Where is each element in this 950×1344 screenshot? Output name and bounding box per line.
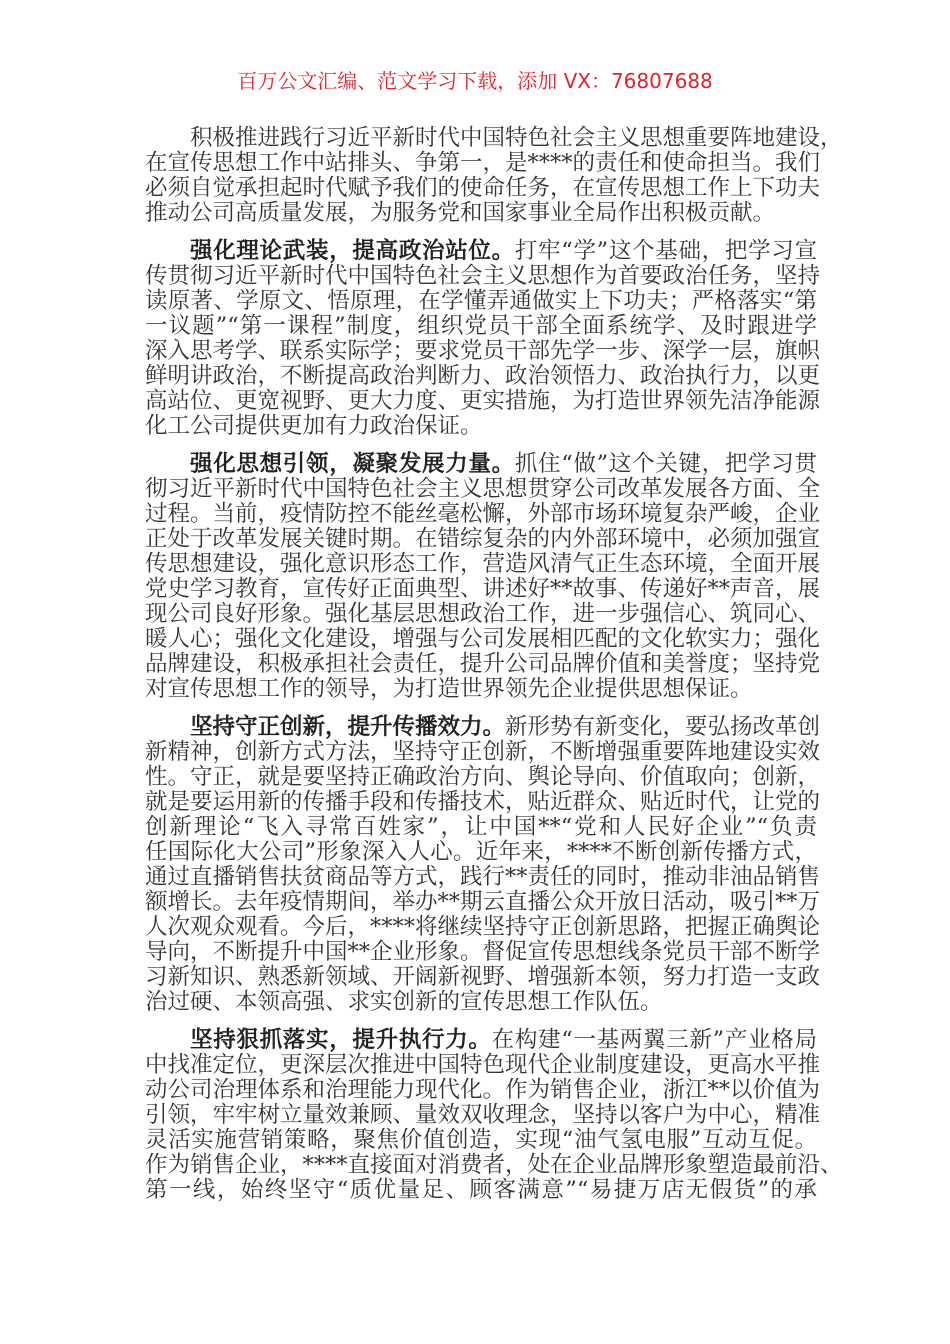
paragraph: [145, 238, 821, 439]
text-line: [145, 125, 843, 151]
paragraph-heading: 坚持守正创新，提升传播效力。: [190, 714, 506, 740]
line-text: 现公司良好形象。强化基层思想政治工作，进一步强信心、筑同心、: [145, 601, 821, 627]
text-line: [145, 1077, 821, 1103]
paragraph: [145, 451, 821, 702]
text-line: [145, 338, 821, 364]
text-line: [145, 314, 817, 339]
text-line: [145, 476, 821, 502]
text-line: [145, 201, 817, 226]
text-line: [145, 289, 817, 314]
text-line: [145, 388, 821, 414]
line-text: 引领，牢牢树立量效兼顾、量效双收理念，坚持以客户为中心，精准: [145, 1102, 821, 1128]
line-text: 人次观众观看。今后，****将继续坚持守正创新思路，把握正确舆论: [145, 914, 821, 940]
text-line: [145, 501, 821, 527]
text-line: [145, 452, 817, 477]
line-text: 在构建“一基两翼三新”产业格局: [491, 1027, 817, 1053]
paragraph-heading: 强化思想引领，凝聚发展力量。: [190, 451, 515, 477]
line-text: 动公司治理体系和治理能力现代化。作为销售企业，浙江**以价值为: [145, 1077, 821, 1103]
line-text: 党史学习教育，宣传好正面典型、讲述好**故事、传递好**声音，展: [145, 576, 821, 602]
line-text: 正处于改革发展关键时期。在错综复杂的内外部环境中，必须加强宣: [145, 526, 821, 552]
line-text: 通过直播销售扶贫商品等方式，践行**责任的同时，推动非油品销售: [145, 864, 821, 890]
text-line: [145, 764, 821, 790]
text-line: [145, 150, 821, 176]
text-line: [145, 363, 821, 389]
line-text: 灵活实施营销策略，聚焦价值创造，实现“油气氢电服”互动互促。: [145, 1127, 817, 1153]
line-text: 鲜明讲政治，不断提高政治判断力、政治领悟力、政治执行力，以更: [145, 363, 821, 389]
paragraph-heading: 强化理论武装，提高政治站位。: [190, 238, 515, 264]
watermark-header: 百万公文汇编、范文学习下载，添加 VX：76807688: [237, 69, 713, 93]
line-text: 新形势有新变化，要弘扬改革创: [505, 714, 821, 740]
text-line: [145, 1052, 821, 1078]
line-text: 传贯彻习近平新时代中国特色社会主义思想作为首要政治任务，坚持: [145, 263, 821, 289]
line-text: 性。守正，就是要坚持正确政治方向、舆论导向、价值取向；创新，: [145, 764, 821, 790]
line-text: 深入思考学、联系实际学；要求党员干部先学一步、深学一层，旗帜: [145, 338, 821, 364]
line-text: 新精神，创新方式方法，坚持守正创新，不断增强重要阵地建设实效: [145, 739, 821, 765]
text-line: [145, 789, 821, 815]
line-text: 任国际化大公司”形象深入人心。近年来，****不断创新传播方式，: [145, 839, 817, 865]
line-text: 创新理论“飞入寻常百姓家”，让中国**“党和人民好企业”“负责: [145, 814, 817, 840]
line-text: 化工公司提供更加有力政治保证。: [145, 413, 483, 439]
text-line: [145, 815, 817, 840]
line-text: 高站位、更宽视野、更大力度、更实措施，为打造世界领先洁净能源: [145, 388, 821, 414]
line-text: 必须自觉承担起时代赋予我们的使命任务，在宣传思想工作上下功夫: [145, 175, 821, 201]
line-text: 品牌建设，积极承担社会责任，提升公司品牌价值和美誉度；坚持党: [145, 651, 821, 677]
text-line: [145, 526, 821, 552]
line-text: 对宣传思想工作的领导，为打造世界领先企业提供思想保证。: [145, 676, 753, 702]
text-line: [145, 1028, 817, 1053]
text-line: [145, 677, 817, 702]
text-line: [145, 964, 821, 990]
line-text: 治过硬、本领高强、求实创新的宣传思想工作队伍。: [145, 989, 663, 1015]
text-line: [145, 626, 821, 652]
paragraph: [145, 125, 843, 226]
line-text: 额增长。去年疫情期间，举办**期云直播公众开放日活动，吸引**万: [145, 889, 821, 915]
line-text: 传思想建设，强化意识形态工作，营造风清气正生态环境，全面开展: [145, 551, 821, 577]
paragraph: [145, 1027, 843, 1203]
text-line: [145, 889, 821, 915]
text-line: [145, 1152, 843, 1178]
line-text: 一议题”“第一课程”制度，组织党员干部全面系统学、及时跟进学: [145, 313, 817, 339]
text-line: [145, 914, 821, 940]
text-line: [145, 714, 821, 740]
line-text: 彻习近平新时代中国特色社会主义思想贯穿公司改革发展各方面、全: [145, 476, 821, 502]
line-text: 打牢“学”这个基础，把学习宣: [514, 238, 817, 264]
text-line: [145, 1178, 817, 1203]
line-text: 读原著、学原文、悟原理，在学懂弄通做实上下功夫；严格落实“第: [145, 288, 817, 314]
text-line: [145, 1128, 817, 1153]
text-line: [145, 840, 817, 865]
text-line: [145, 263, 821, 289]
text-line: [145, 601, 821, 627]
text-line: [145, 864, 821, 890]
line-text: 作为销售企业，****直接面对消费者，处在企业品牌形象塑造最前沿、: [145, 1152, 843, 1178]
line-text: 就是要运用新的传播手段和传播技术，贴近群众、贴近时代，让党的: [145, 789, 821, 815]
text-line: [145, 175, 821, 201]
text-line: [145, 939, 821, 965]
text-line: [145, 551, 821, 577]
text-line: [145, 414, 817, 439]
paragraph: [145, 714, 821, 1015]
line-text: 积极推进践行习近平新时代中国特色社会主义思想重要阵地建设，: [190, 125, 843, 151]
paragraph-heading: 坚持狠抓落实，提升执行力。: [190, 1027, 492, 1053]
text-line: [145, 576, 821, 602]
text-line: [145, 1102, 821, 1128]
text-line: [145, 739, 821, 765]
line-text: 抓住“做”这个关键，把学习贯: [514, 451, 817, 477]
line-text: 在宣传思想工作中站排头、争第一，是****的责任和使命担当。我们: [145, 150, 821, 176]
line-text: 第一线，始终坚守“质优量足、顾客满意”“易捷万店无假货”的承: [145, 1177, 817, 1203]
line-text: 中找准定位，更深层次推进中国特色现代企业制度建设，更高水平推: [145, 1052, 821, 1078]
line-text: 导向，不断提升中国**企业形象。督促宣传思想线条党员干部不断学: [145, 939, 821, 965]
text-line: [145, 239, 817, 264]
text-line: [145, 651, 821, 677]
line-text: 暖人心；强化文化建设，增强与公司发展相匹配的文化软实力；强化: [145, 626, 821, 652]
line-text: 推动公司高质量发展，为服务党和国家事业全局作出积极贡献。: [145, 200, 776, 226]
document-body: [145, 125, 843, 1216]
line-text: 习新知识、熟悉新领域、开阔新视野、增强新本领，努力打造一支政: [145, 964, 821, 990]
line-text: 过程。当前，疫情防控不能丝毫松懈，外部市场环境复杂严峻，企业: [145, 501, 821, 527]
text-line: [145, 990, 817, 1015]
